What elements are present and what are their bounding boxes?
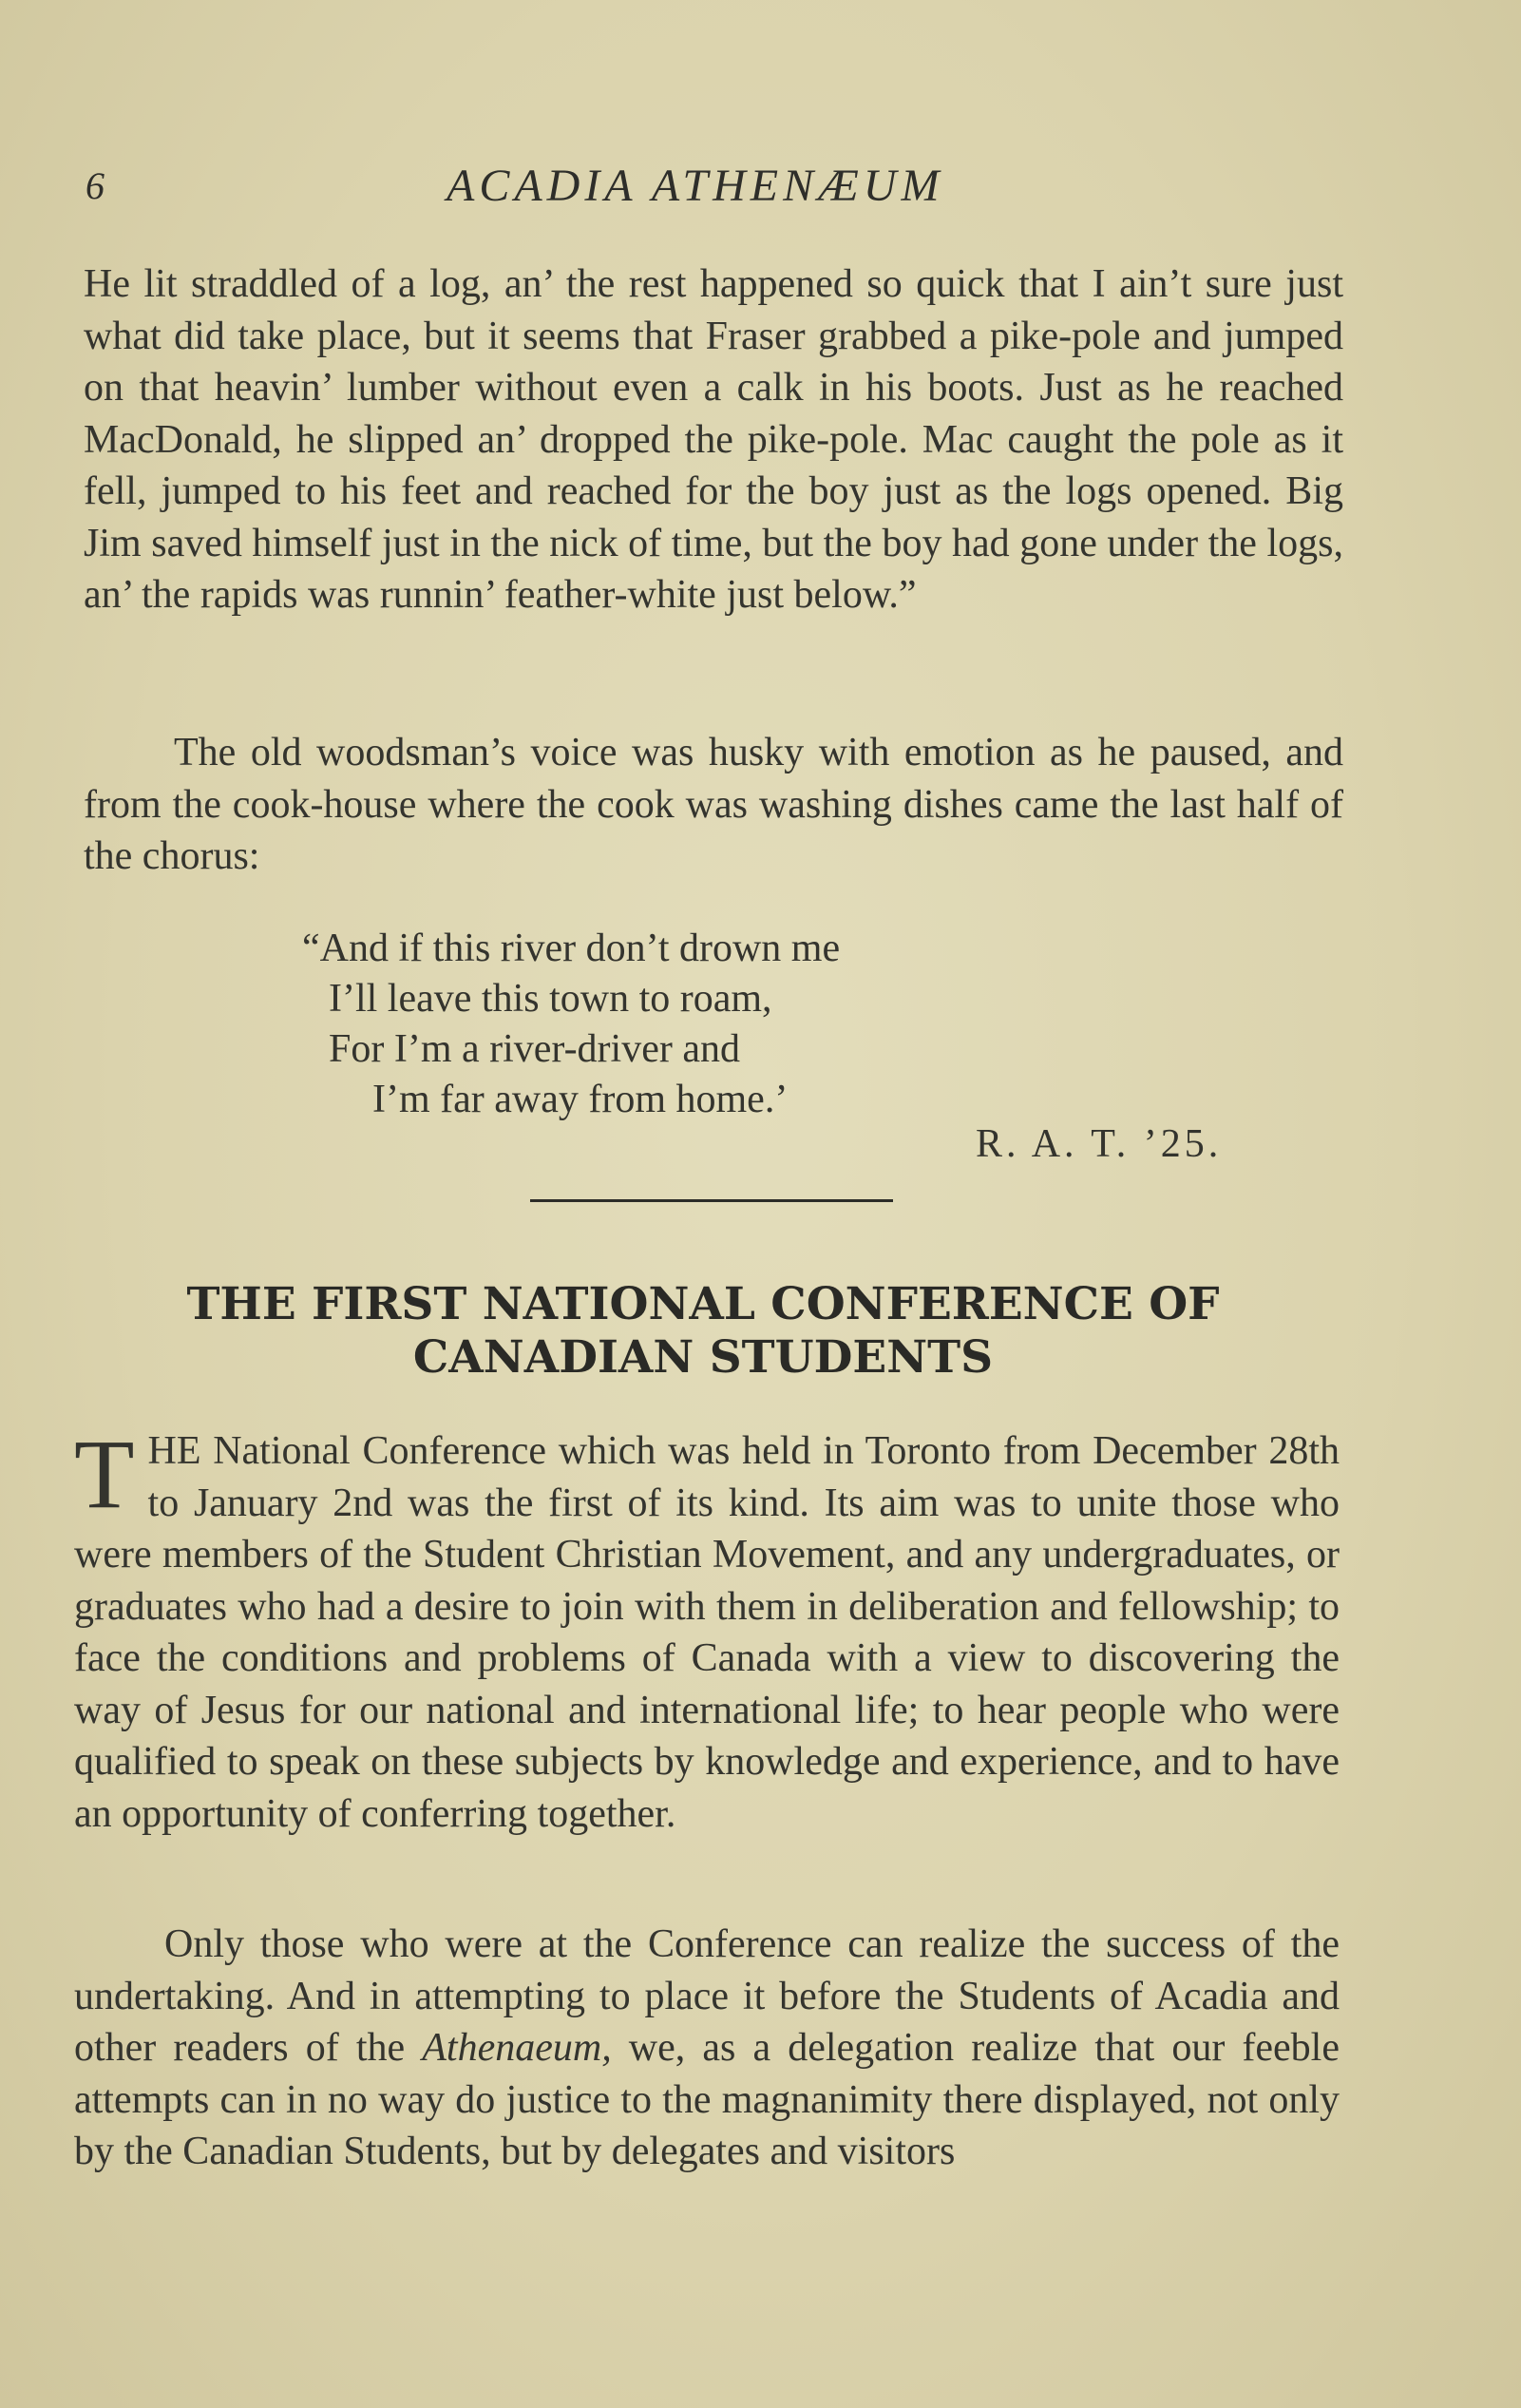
article-paragraph-1-text: HE National Conference which was held in Toronto from December 28th to January 2nd was the first of its kind. Its aim was to unite those who were members of the Student Christian Movement, and any undergraduates, or graduates who had a desire to join with them in deliberation and fellowship; to face the conditions and problems of Canada with a view to discovering the way of Jesus for our national and international life; to hear people who were qualified to speak on these subjects by knowledge and experience, and to have an opportunity of conferring together. xyxy=(74,1429,1340,1836)
page-number: 6 xyxy=(86,164,105,207)
publication-name: Athenaeum, xyxy=(422,2026,612,2070)
verse-line-4: I’m far away from home.’ xyxy=(372,1078,789,1121)
drop-cap: T xyxy=(74,1420,135,1529)
running-title: ACADIA ATHENÆUM xyxy=(447,161,944,211)
article-paragraph-1 xyxy=(74,1420,1340,1840)
paragraph-2-text-after: we, as a delegation realize that our feeble attempts can in no way do justice to the magnanimity there displayed, not only by the Canadian Students, but by delegates and visitors xyxy=(74,2026,1340,2173)
heading-line-2: CANADIAN STUDENTS xyxy=(412,1331,994,1384)
verse-line-1: “And if this river don’t drown me xyxy=(302,927,841,970)
author-signature: R. A. T. ’25. xyxy=(976,1122,1223,1166)
verse-line-3: For I’m a river-driver and xyxy=(329,1027,740,1071)
section-divider xyxy=(530,1199,893,1202)
article-paragraph-2 xyxy=(74,1919,1340,2178)
verse-line-2: I’ll leave this town to roam, xyxy=(329,977,772,1021)
story-paragraph-2: The old woodsman’s voice was husky with emotion as he paused, and from the cook-house where the cook was washing dishes came the last half of the chorus: xyxy=(84,731,1343,878)
article-heading xyxy=(143,1278,1264,1385)
paragraph-2-text-before: Only those who were at the Conference can realize the success of the undertaking. And in attempting to place it before the Students of Acadia and other readers of the xyxy=(74,1922,1340,2070)
song-verse xyxy=(302,924,840,1125)
story-paragraph-1: He lit straddled of a log, an’ the rest happened so quick that I ain’t sure just what did take place, but it seems that Fraser grabbed a pike-pole and jumped on that heavin’ lumber without even a calk in his boots. Just as he reached MacDonald, he slipped an’ dropped the pike-pole. Mac caught the pole as it fell, jumped to his feet and reached for the boy just as the logs opened. Big Jim saved himself just in the nick of time, but the boy had gone under the logs, an’ the rapids was runnin’ feather-white just below.” xyxy=(84,262,1343,617)
heading-line-1: THE FIRST NATIONAL CONFERENCE OF xyxy=(186,1278,1220,1330)
